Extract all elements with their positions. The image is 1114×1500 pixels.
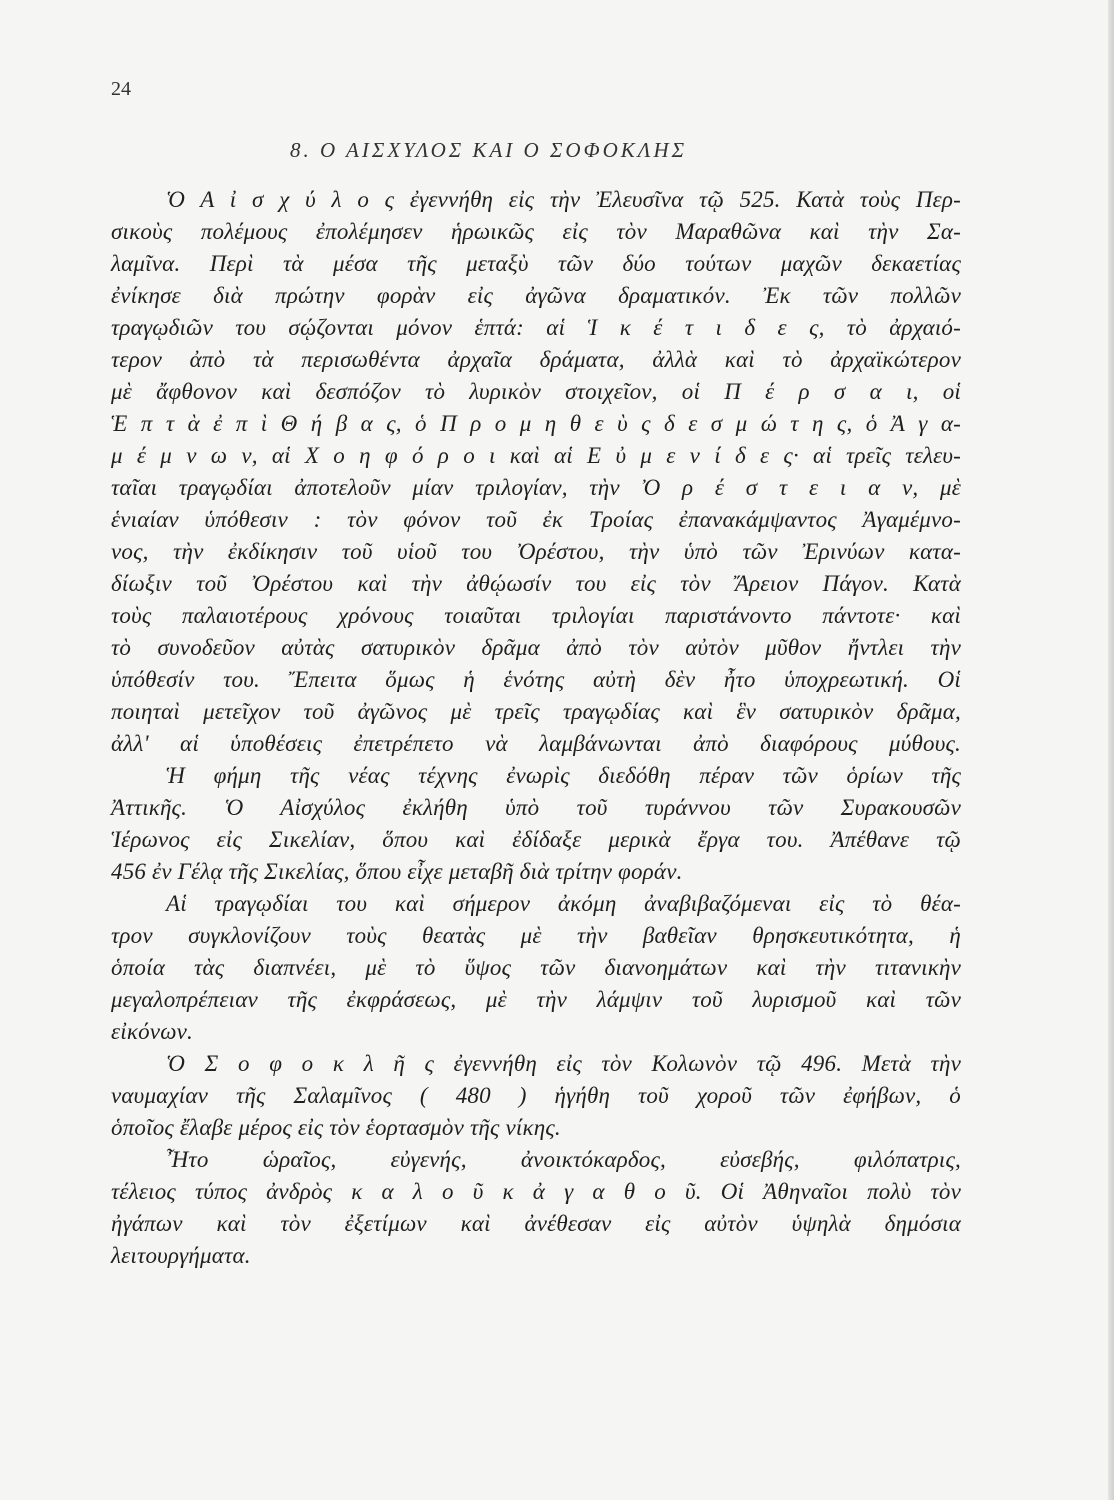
body-text — [111, 184, 961, 1272]
text-line: μ έ μ ν ω ν, αἱ Χ ο η φ ό ρ ο ι καὶ αἱ Ε ὐ μ ε ν ί δ ε ς· αἱ τρεῖς τελευ- — [111, 443, 961, 468]
text-line: τοὺς παλαιοτέρους χρόνους τοιαῦται τριλογίαι παριστάνοντο πάντοτε· καὶ — [111, 603, 961, 628]
text-line: Ἱέρωνος εἰς Σικελίαν, ὅπου καὶ ἐδίδαξε μερικὰ ἔργα του. Ἀπέθανε τῷ — [111, 827, 961, 852]
text-line: ταῖαι τραγῳδίαι ἀποτελοῦν μίαν τριλογίαν, τὴν Ὀ ρ έ σ τ ε ι α ν, μὲ — [111, 475, 961, 500]
text-line: ὁποῖος ἔλαβε μέρος εἰς τὸν ἑορτασμὸν τῆς νίκης. — [111, 1115, 561, 1140]
text-line: ποιηταὶ μετεῖχον τοῦ ἀγῶνος μὲ τρεῖς τραγῳδίας καὶ ἓν σατυρικὸν δρᾶμα, — [111, 699, 961, 724]
text-line: τρον συγκλονίζουν τοὺς θεατὰς μὲ τὴν βαθεῖαν θρησκευτικότητα, ἡ — [111, 923, 961, 948]
text-line: Ἦτο ὡραῖος, εὐγενής, ἀνοικτόκαρδος, εὐσεβής, φιλόπατρις, — [166, 1147, 961, 1172]
text-line: ὁποία τὰς διαπνέει, μὲ τὸ ὕψος τῶν διανοημάτων καὶ τὴν τιτανικὴν — [111, 955, 961, 980]
text-line: νος, τὴν ἐκδίκησιν τοῦ υἱοῦ του Ὀρέστου, τὴν ὑπὸ τῶν Ἐρινύων κατα- — [111, 539, 961, 564]
page-edge-shadow — [1108, 0, 1114, 1500]
text-line: τέλειος τύπος ἀνδρὸς κ α λ ο ῦ κ ἀ γ α θ ο ῦ. Οἱ Ἀθηναῖοι πολὺ τὸν — [111, 1179, 961, 1204]
text-line: ναυμαχίαν τῆς Σαλαμῖνος ( 480 ) ἡγήθη τοῦ χοροῦ τῶν ἐφήβων, ὁ — [111, 1083, 961, 1108]
text-line: Ἡ φήμη τῆς νέας τέχνης ἐνωρὶς διεδόθη πέραν τῶν ὁρίων τῆς — [166, 763, 961, 788]
text-line: λαμῖνα. Περὶ τὰ μέσα τῆς μεταξὺ τῶν δύο τούτων μαχῶν δεκαετίας — [111, 251, 961, 276]
text-line: τὸ συνοδεῦον αὐτὰς σατυρικὸν δρᾶμα ἀπὸ τὸν αὐτὸν μῦθον ἤντλει τὴν — [111, 635, 961, 660]
text-line: ἠγάπων καὶ τὸν ἐξετίμων καὶ ἀνέθεσαν εἰς αὐτὸν ὑψηλὰ δημόσια — [111, 1211, 961, 1236]
text-line: Ἀττικῆς. Ὁ Αἰσχύλος ἐκλήθη ὑπὸ τοῦ τυράννου τῶν Συρακουσῶν — [111, 795, 961, 820]
text-line: σικοὺς πολέμους ἐπολέμησεν ἡρωικῶς εἰς τὸν Μαραθῶνα καὶ τὴν Σα- — [111, 219, 961, 244]
text-line: Ἑ π τ ὰ ἐ π ὶ Θ ή β α ς, ὁ Π ρ ο μ η θ ε ὺ ς δ ε σ μ ώ τ η ς, ὁ Ἀ γ α- — [111, 411, 961, 436]
text-line: τερον ἀπὸ τὰ περισωθέντα ἀρχαῖα δράματα, ἀλλὰ καὶ τὸ ἀρχαϊκώτερον — [111, 347, 961, 372]
text-line: εἰκόνων. — [111, 1019, 193, 1044]
text-line: 456 ἐν Γέλᾳ τῆς Σικελίας, ὅπου εἶχε μεταβῆ διὰ τρίτην φοράν. — [111, 859, 683, 884]
text-line: μεγαλοπρέπειαν τῆς ἐκφράσεως, μὲ τὴν λάμψιν τοῦ λυρισμοῦ καὶ τῶν — [111, 987, 961, 1012]
text-line: ἀλλ' αἱ ὑποθέσεις ἐπετρέπετο νὰ λαμβάνωνται ἀπὸ διαφόρους μύθους. — [111, 731, 961, 756]
text-line: ὑπόθεσίν του. Ἔπειτα ὅμως ἡ ἑνότης αὐτὴ δὲν ἦτο ὑποχρεωτική. Οἱ — [111, 667, 961, 692]
text-line: ἑνιαίαν ὑπόθεσιν : τὸν φόνον τοῦ ἐκ Τροίας ἐπανακάμψαντος Ἀγαμέμνο- — [111, 507, 961, 532]
text-line: ἐνίκησε διὰ πρώτην φορὰν εἰς ἀγῶνα δραματικόν. Ἐκ τῶν πολλῶν — [111, 283, 961, 308]
text-line: μὲ ἄφθονον καὶ δεσπόζον τὸ λυρικὸν στοιχεῖον, οἱ Π έ ρ σ α ι, οἱ — [111, 379, 961, 404]
text-line: Αἱ τραγῳδίαι του καὶ σήμερον ἀκόμη ἀναβιβαζόμεναι εἰς τὸ θέα- — [166, 891, 961, 916]
page-number: 24 — [111, 78, 131, 100]
text-line: δίωξιν τοῦ Ὀρέστου καὶ τὴν ἀθῴωσίν του εἰς τὸν Ἄρειον Πάγον. Κατὰ — [111, 571, 961, 596]
section-title: 8. Ο ΑΙΣΧΥΛΟΣ ΚΑΙ Ο ΣΟΦΟΚΛΗΣ — [290, 138, 688, 162]
text-line: τραγῳδιῶν του σῴζονται μόνον ἑπτά: αἱ Ἱ κ έ τ ι δ ε ς, τὸ ἀρχαιό- — [111, 315, 961, 340]
text-line: Ὁ Α ἰ σ χ ύ λ ο ς ἐγεννήθη εἰς τὴν Ἐλευσῖνα τῷ 525. Κατὰ τοὺς Περ- — [166, 187, 961, 212]
text-line: λειτουργήματα. — [111, 1243, 251, 1268]
text-line: Ὁ Σ ο φ ο κ λ ῆ ς ἐγεννήθη εἰς τὸν Κολωνὸν τῷ 496. Μετὰ τὴν — [166, 1051, 961, 1076]
